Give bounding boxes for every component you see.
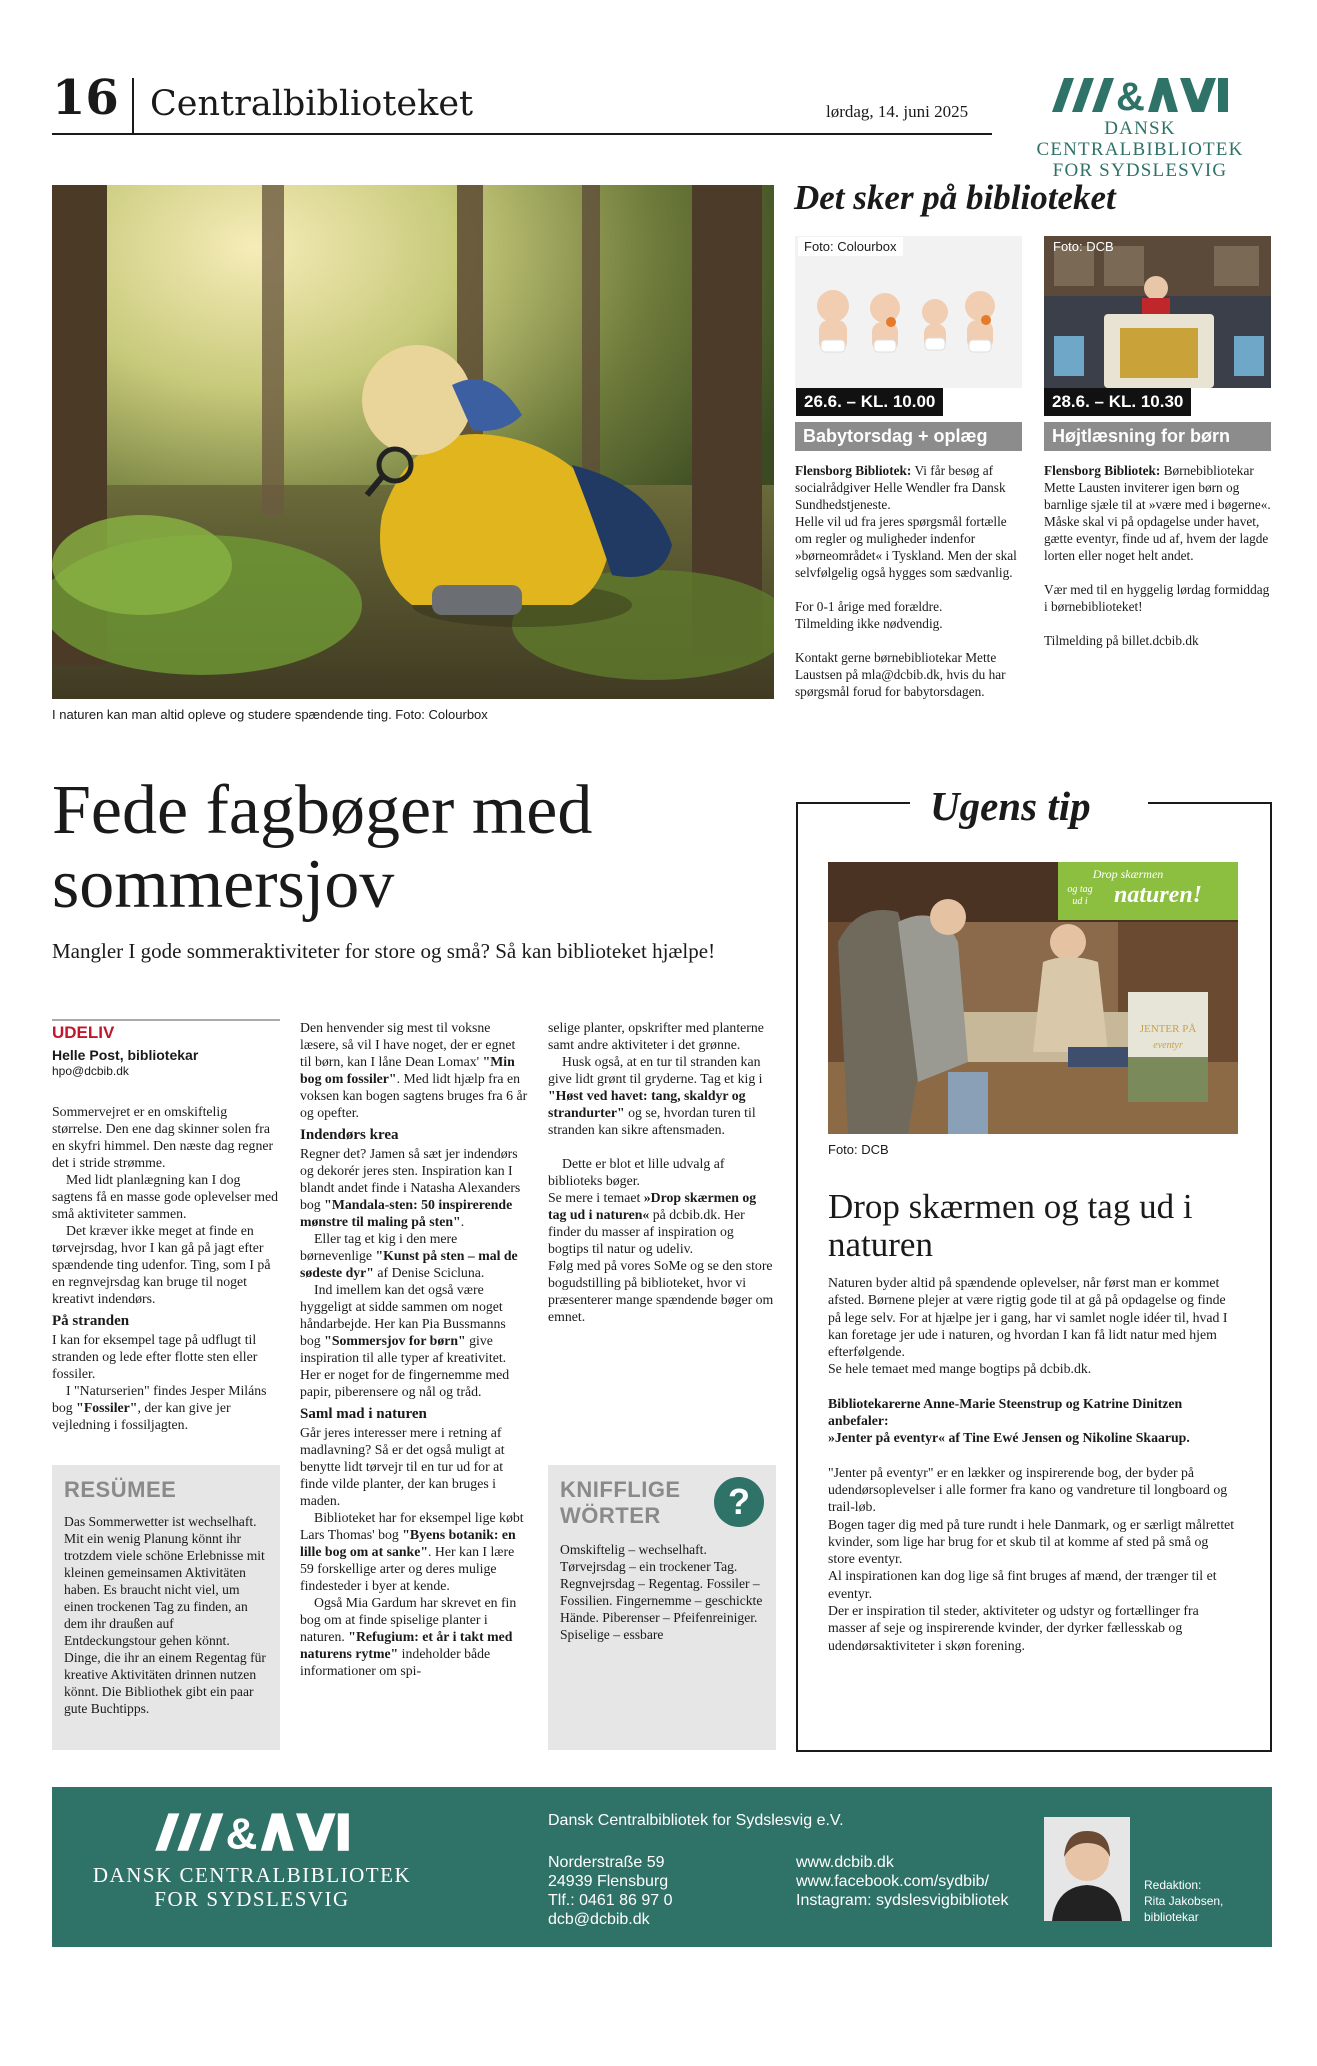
col3-book-host: "Høst ved havet: tang, skaldyr og strandurter" <box>548 1088 746 1120</box>
event-2-p4: Tilmelding på billet.dcbib.dk <box>1044 633 1199 648</box>
resume-text: Das Sommerwetter ist wechselhaft. Mit ein wenig Planung könnt ihr trotzdem viele schöne Erlebnisse mit kleinen gemeinsamen Aktivitäten haben. Es braucht nicht viel, um einen trockenen Tag zu finden, an dem ihr draußen auf Entdeckungstour gehen könnt. Dinge, die ihr an einem Regentag für kreative Aktivitäten drinnen nutzen könnt. Die Bibliothek gibt ein paar gute Buchtipps. <box>64 1514 266 1716</box>
event-1-p2: Helle vil ud fra jeres spørgsmål fortælle om regler og muligheder indenfor »børneområdet« i Tyskland. Men der skal selvfølgelig også hygges som sædvanlig. <box>795 514 1017 580</box>
col2-p3a: Eller tag et kig i den mere børnevenlige <box>300 1231 458 1263</box>
event-photo-puppet-theatre <box>1044 236 1271 388</box>
book-cover-title: JENTER PÅ <box>1139 1023 1197 1035</box>
col2-p6c: . Her kan I lære 59 forskellige arter og deres mulige findesteder i byer at kende. <box>300 1544 515 1593</box>
footer-facebook-link[interactable]: www.facebook.com/sydbib/ <box>796 1873 989 1890</box>
event-2-photo-credit: Foto: DCB <box>1053 239 1114 254</box>
event-1-p1: Vi får besøg af socialrådgiver Helle Wendler fra Dansk Sundhedstjeneste. <box>795 463 1006 512</box>
event-1-title: Babytorsdag + oplæg <box>795 422 1022 451</box>
col2-book-kunst: "Kunst på sten – mal de sødeste dyr" <box>300 1248 518 1280</box>
dcb-logo-mark-icon <box>1050 74 1230 114</box>
event-1-body <box>795 462 1027 717</box>
hero-caption: I naturen kan man altid opleve og studere spændende ting. Foto: Colourbox <box>52 707 488 722</box>
banner-line-2: og tag <box>1067 884 1093 895</box>
article-column-1 <box>52 1103 280 1433</box>
event-1-photo-credit: Foto: Colourbox <box>798 237 903 256</box>
col3-p2c: og se, hvordan turen til stranden kan sikre aftensmaden. <box>548 1105 756 1137</box>
col2-book-mandala: "Mandala-sten: 50 inspirerende mønstre til maling på sten" <box>300 1197 513 1229</box>
col2-subhead-food: Saml mad i naturen <box>300 1406 427 1422</box>
col1-p5a: I "Naturserien" findes Jesper Miláns bog <box>52 1383 267 1415</box>
col2-book-sommersjov: "Sommersjov for børn" <box>324 1333 466 1348</box>
editor-info <box>1144 1877 1223 1925</box>
event-photo-babies <box>795 236 1022 388</box>
tip-title: Ugens tip <box>930 783 1091 829</box>
book-cover-sub: eventyr <box>1153 1040 1183 1051</box>
col1-p2: Med lidt planlægning kan I dog sagtens få en masse gode oplevelser med små aktiviteter sammen. <box>52 1172 279 1221</box>
event-2-p3: Vær med til en hyggelig lørdag formiddag i børnebiblioteket! <box>1044 582 1270 614</box>
col2-p2a: Regner det? Jamen så sæt jer indendørs og dekorér jeres sten. Inspiration kan I blandt andet finde i Natasha Alexanders bog <box>300 1146 521 1212</box>
footer-web-link[interactable]: www.dcbib.dk <box>796 1854 894 1871</box>
knifflige-woerter-box <box>548 1465 776 1750</box>
footer-email[interactable]: dcb@dcbib.dk <box>548 1911 650 1928</box>
col1-p3: Det kræver ikke meget at finde en tørvejrsdag, hvor I kan gå på jagt efter spændende ting udenfor. Ting, som I på en regnvejrsdag kan bruge til noget kreativt indendørs. <box>52 1223 271 1306</box>
puppet-theatre-illustration <box>1044 236 1271 388</box>
resume-box <box>52 1465 280 1750</box>
article-column-2 <box>300 1019 528 1679</box>
footer-org: Dansk Centralbibliotek for Sydslesvig e.V. <box>548 1812 844 1829</box>
col2-p7c: indeholder både informationer om spi- <box>300 1646 491 1678</box>
article-author-email[interactable]: hpo@dcbib.dk <box>52 1064 129 1078</box>
article-title-line-1: Fede fagbøger med <box>52 772 593 849</box>
header-rule <box>52 133 992 135</box>
banner-line-4: naturen! <box>1113 882 1203 908</box>
col3-theme-link[interactable]: »Drop skærmen og tag ud i naturen« <box>548 1190 757 1222</box>
editor-role: bibliotekar <box>1144 1910 1199 1924</box>
event-2-body <box>1044 462 1272 666</box>
resume-heading: RESÜMEE <box>64 1477 177 1502</box>
svg-text:&: & <box>1116 75 1145 114</box>
col1-p4: I kan for eksempel tage på udflugt til stranden og lede efter flotte sten eller fossiler. <box>52 1332 258 1381</box>
article-author: Helle Post, bibliotekar <box>52 1047 199 1063</box>
issue-date: lørdag, 14. juni 2025 <box>826 102 969 121</box>
knifflige-text: Omskiftelig – wechselhaft. Tørvejrsdag – ein trockener Tag. Regnvejrsdag – Regentag. Fossiler – Fossilien. Fingernemme – geschickte Hände. Piberenser – Pfeifenreiniger. Spiselige – essbare <box>560 1542 763 1642</box>
page-number: 16 <box>52 70 119 126</box>
header-divider <box>132 78 134 134</box>
col2-p1c: . Med lidt hjælp fra en voksen kan bogen sagtens bruges fra 6 år og opefter. <box>300 1071 528 1120</box>
col3-p1: selige planter, opskrifter med planterne samt andre aktiviteter i det grønne. <box>548 1020 764 1052</box>
col3-p3: Dette er blot et lille udvalg af biblioteks bøger. <box>548 1156 725 1188</box>
footer-address <box>548 1853 673 1929</box>
banner-line-1: Drop skærmen <box>1092 867 1164 881</box>
footer-phone: Tlf.: 0461 86 97 0 <box>548 1892 673 1909</box>
footer-street: Norderstraße 59 <box>548 1854 665 1871</box>
footer-instagram-link[interactable]: Instagram: sydslesvigbibliotek <box>796 1892 1009 1909</box>
col2-book-min-bog: "Min bog om fossiler" <box>300 1054 515 1086</box>
col3-p5: Følg med på vores SoMe og se den store bogudstilling på biblioteket, hvor vi præsenterer mange spændende bøger om emnet. <box>548 1258 774 1324</box>
dcb-logo[interactable] <box>1010 74 1270 181</box>
event-2-title: Højtlæsning for børn <box>1044 422 1271 451</box>
col2-p4a: Ind imellem kan det også være hyggeligt at sidde sammen om noget håndarbejde. Her kan Pia Bussmanns bog <box>300 1282 506 1348</box>
logo-line-1: DANSK CENTRALBIBLIOTEK <box>1036 118 1244 160</box>
hero-photo <box>52 185 774 699</box>
editor-label: Redaktion: <box>1144 1878 1202 1892</box>
tip-p1: Naturen byder altid på spændende oplevelser, når først man er kommet afsted. Børnene plejer at være rigtig gode til at gå på opdagelse og finde på lege selv. For at hjælpe jer i gang, har vi samlet nogle idéer til, hvad I kan foretage jer ude i naturen, og hvordan I kan få lidt natur med hjem efterfølgende. <box>828 1275 1228 1360</box>
col2-subhead-indoor: Indendørs krea <box>300 1127 399 1143</box>
col2-book-refugium: "Refugium: et år i takt med naturens rytme" <box>300 1629 513 1661</box>
col3-p2a: Husk også, at en tur til stranden kan give lidt grønt til gryderne. Tag et kig i <box>548 1054 763 1086</box>
event-1-p3: For 0-1 årige med forældre. <box>795 599 943 614</box>
event-1-lead: Flensborg Bibliotek: <box>795 463 912 478</box>
banner-line-3: ud i <box>1072 896 1088 907</box>
events-title: Det sker på biblioteket <box>794 178 1116 217</box>
col2-p5: Går jeres interesser mere i retning af madlavning? Så er det også muligt at benytte lidt tørvejr til en tur ud for at finde vilde planter, der kan bruges i maden. <box>300 1425 505 1508</box>
forest-child-illustration <box>52 185 774 699</box>
question-mark-icon: ? <box>714 1477 764 1527</box>
col2-p1a: Den henvender sig mest til voksne læsere, så vil I have noget, der er egnet til børn, kan I låne Dean Lomax' <box>300 1020 516 1069</box>
article-title-line-2: sommersjov <box>52 846 395 923</box>
editor-name: Rita Jakobsen, <box>1144 1894 1224 1908</box>
event-2-p1: Børnebibliotekar Mette Lausten inviterer igen børn og barnlige sjæle til at »være med i bøgerne«. <box>1044 463 1271 512</box>
tip-photo <box>828 862 1238 1134</box>
article-lead: Mangler I gode sommeraktiviteter for store og små? Så kan biblioteket hjælpe! <box>52 939 716 963</box>
tip-p5: "Jenter på eventyr" er en lækker og inspirerende bog, der byder på udendørsoplevelser i alle former fra kano og vandreture til longboard og trail-løb. <box>828 1464 1228 1515</box>
tip-p2: Se hele temaet med mange bogtips på dcbib.dk. <box>828 1361 1092 1377</box>
footer-logo[interactable] <box>92 1809 412 1911</box>
footer-links <box>796 1853 1009 1910</box>
tip-body <box>828 1274 1238 1654</box>
col2-book-byens: "Byens botanik: en lille bog om at sanke" <box>300 1527 516 1559</box>
col2-p4c: give inspiration til alle typer af kreativitet. Her er noget for de fingernemme med papir, piberensere og nål og tråd. <box>300 1333 510 1399</box>
event-2-lead: Flensborg Bibliotek: <box>1044 463 1161 478</box>
col3-p4a: Se mere i temaet <box>548 1190 644 1205</box>
footer-logo-mark-icon <box>147 1809 357 1853</box>
tip-p7: Al inspirationen kan dog lige så fint bruges af mænd, der trænger til et eventyr. <box>828 1568 1217 1601</box>
tip-p6: Bogen tager dig med på ture rundt i hele Danmark, og er særligt målrettet kvinder, som lige har brug for et skub til at komme af sted på små og store eventyr. <box>828 1516 1235 1567</box>
tip-heading: Drop skærmen og tag ud i naturen <box>828 1187 1193 1264</box>
col1-subhead-beach: På stranden <box>52 1313 130 1329</box>
babies-illustration <box>795 236 1022 388</box>
section-title: Centralbiblioteket <box>150 84 474 124</box>
article-column-3 <box>548 1019 776 1325</box>
tip-p8: Der er inspiration til steder, aktiviteter og udstyr og fortællinger fra masser af seje og inspirerende kvinder, der dyrker fællesskab og udendørsaktiviteter i skøn forening. <box>828 1603 1199 1653</box>
knifflige-heading-2: WÖRTER <box>560 1503 661 1528</box>
article-title <box>52 774 772 922</box>
event-1-p5: Kontakt gerne børnebibliotekar Mette Laustsen på mla@dcbib.dk, hvis du har spørgsmål forud for babytorsdagen. <box>795 650 1006 699</box>
col2-p6a: Biblioteket har for eksempel lige købt Lars Thomas' bog <box>300 1510 524 1542</box>
col1-book-fossiler: "Fossiler" <box>76 1400 138 1415</box>
footer-logo-line-1: DANSK CENTRALBIBLIOTEK <box>92 1863 412 1887</box>
event-2-date: 28.6. – KL. 10.30 <box>1044 388 1191 416</box>
editor-portrait <box>1044 1817 1130 1921</box>
knifflige-heading-1: KNIFFLIGE <box>560 1477 681 1502</box>
tip-p4: »Jenter på eventyr« af Tine Ewé Jensen og Nikoline Skaarup. <box>828 1430 1190 1446</box>
col3-p4c: på dcbib.dk. Her finder du masser af inspiration og bogtips til natur og udeliv. <box>548 1207 745 1256</box>
cabin-hikers-illustration <box>828 862 1238 1134</box>
footer <box>52 1787 1272 1947</box>
footer-logo-line-2: FOR SYDSLESVIG <box>154 1887 350 1911</box>
article-rubric: UDELIV <box>52 1023 115 1042</box>
svg-text:&: & <box>225 1809 258 1853</box>
event-1-date: 26.6. – KL. 10.00 <box>796 388 943 416</box>
col2-p3c: af Denise Scicluna. <box>373 1265 485 1280</box>
logo-line-2: FOR SYDSLESVIG <box>1052 160 1228 181</box>
tip-photo-credit: Foto: DCB <box>828 1142 889 1157</box>
col2-p7a: Også Mia Gardum har skrevet en fin bog om at finde spiselige planter i naturen. <box>300 1595 517 1644</box>
editor-portrait-illustration <box>1044 1817 1130 1921</box>
tip-p3: Bibliotekarerne Anne-Marie Steenstrup og Katrine Dinitzen anbefaler: <box>828 1395 1183 1429</box>
col1-p1: Sommervejret er en omskiftelig størrelse. Den ene dag skinner solen fra en skyfri himmel. Den næste dag regner det i stride strømme. <box>52 1104 274 1170</box>
col2-p2c: . <box>460 1214 465 1229</box>
footer-city: 24939 Flensburg <box>548 1873 669 1890</box>
event-2-p2: Måske skal vi på opdagelse under havet, gætte eventyr, finde ud af, hvem der lagde lorten eller noget helt andet. <box>1044 514 1269 563</box>
byline-rule <box>52 1019 280 1021</box>
event-1-p4: Tilmelding ikke nødvendig. <box>795 616 943 631</box>
col1-p5c: , der kan give jer vejledning i fossiljagten. <box>52 1400 231 1432</box>
